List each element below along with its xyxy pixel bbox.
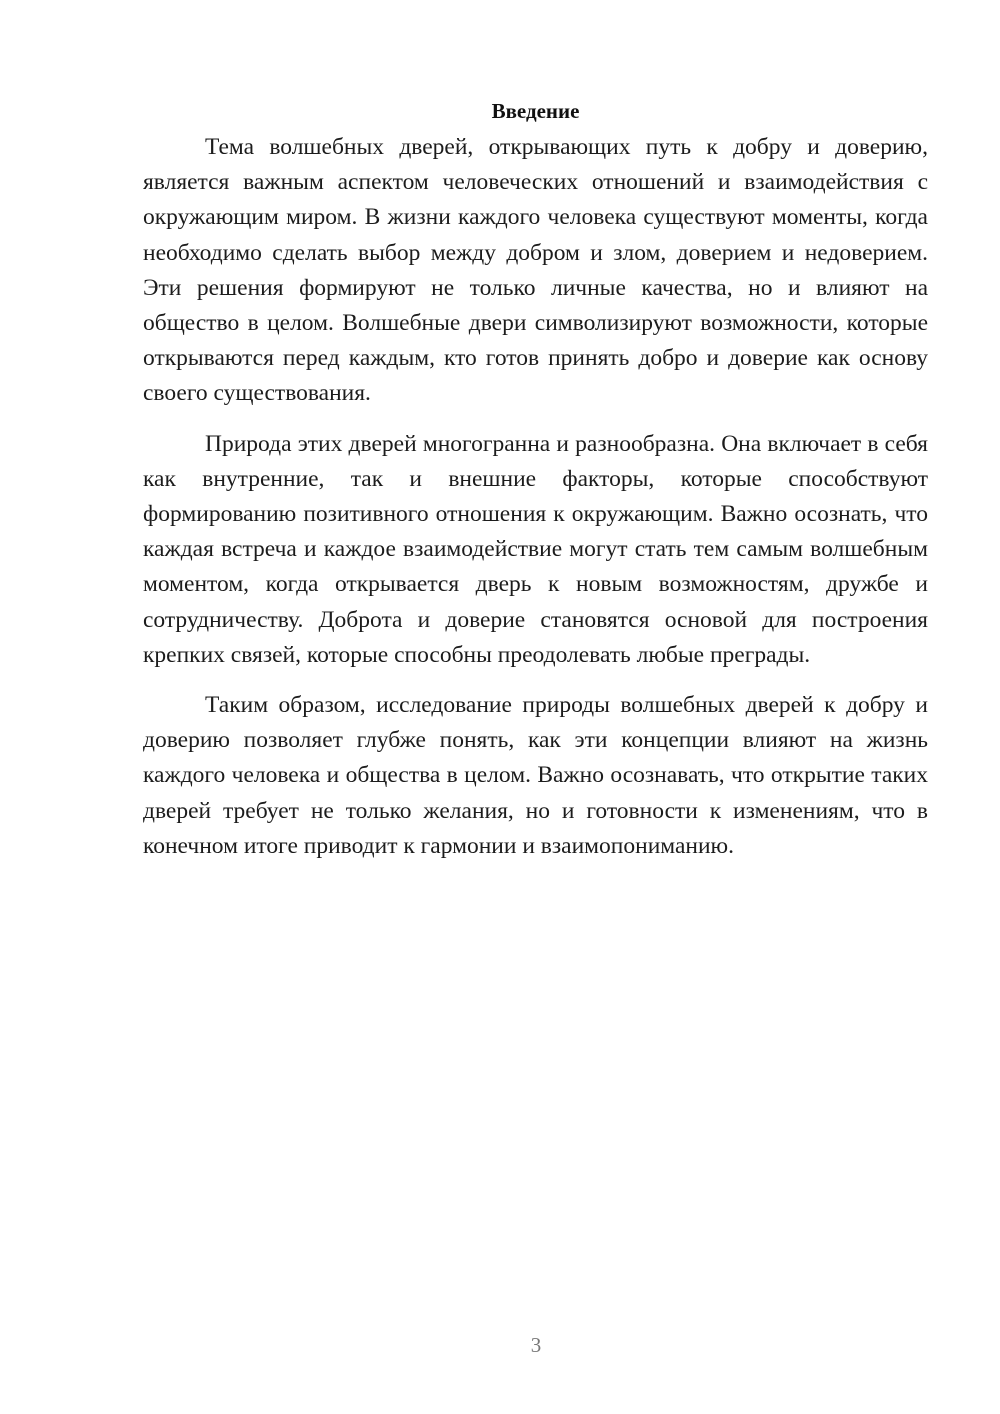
paragraph-3: Таким образом, исследование природы волшебных дверей к добру и доверию позволяет глубже понять, как эти концепции влияют на жизнь каждого человека и общества в целом. Важно осознавать, что открытие таких дверей требует не только желания, но и готовности к изменениям, что в конечном итоге приводит к гармонии и взаимопониманию. xyxy=(143,692,928,859)
page-content xyxy=(143,92,928,879)
paragraph-1: Тема волшебных дверей, открывающих путь к добру и доверию, является важным аспектом человеческих отношений и взаимодействия с окружающим миром. В жизни каждого человека существуют моменты, когда необходимо сделать выбор между добром и злом, доверием и недоверием. Эти решения формируют не только личные качества, но и влияют на общество в целом. Волшебные двери символизируют возможности, которые открываются перед каждым, кто готов принять добро и доверие как основу своего существования. xyxy=(143,134,928,407)
page-number: 3 xyxy=(530,1333,542,1357)
section-heading: Введение xyxy=(491,99,580,123)
paragraph-2: Природа этих дверей многогранна и разнообразна. Она включает в себя как внутренние, так и внешние факторы, которые способствуют формированию позитивного отношения к окружающим. Важно осознать, что каждая встреча и каждое взаимодействие могут стать тем самым волшебным моментом, когда открывается дверь к новым возможностям, дружбе и сотрудничеству. Доброта и доверие становятся основой для построения крепких связей, которые способны преодолевать любые преграды. xyxy=(143,430,928,668)
